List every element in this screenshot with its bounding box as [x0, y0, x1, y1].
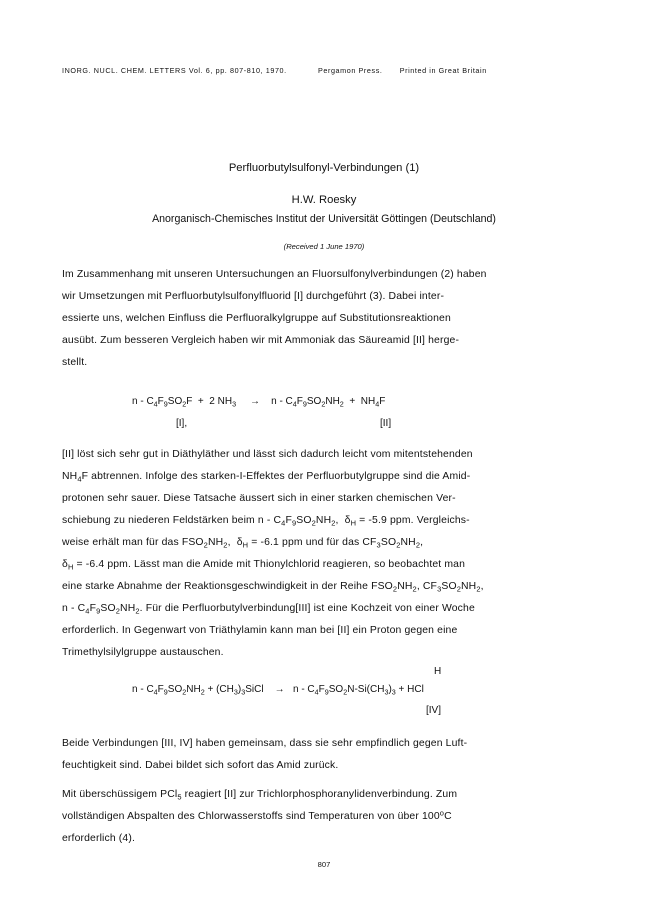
received-date: (Received 1 June 1970): [283, 242, 365, 251]
text-line: ausübt. Zum besseren Vergleich haben wir mit Ammoniak das Säureamid [II] herge-: [62, 335, 460, 346]
equation-2-h: H: [434, 666, 442, 677]
paper-title: Perfluorbutylsulfonyl-Verbindungen (1): [228, 162, 420, 174]
printed-in: Printed in Great Britain: [399, 66, 487, 75]
text-line: Im Zusammenhang mit unseren Untersuchungen an Fluorsulfonylverbindungen (2) haben: [62, 269, 487, 280]
equation-1-label-ii: [II]: [380, 418, 392, 429]
text-line: stellt.: [62, 357, 88, 368]
page-number: 807: [317, 860, 331, 869]
equation-1: $n - C_4F_9SO_2F + 2$ $NH_3$ → $n - C_4F_9SO_2NH_2 + NH_4F$: [132, 396, 386, 409]
text-line: vollständigen Abspalten des Chlorwasserstoffs sind Temperaturen von über 100$^o$C: [62, 808, 452, 822]
equation-2: n - $C_4F_9SO_2NH_2$ + $(CH_3)_3SiCl$ → n - $C_4F_9SO_2N-Si(CH_3)_3$ + HCl: [132, 684, 424, 697]
author-affiliation: Anorganisch-Chemisches Institut der Universität Göttingen (Deutschland): [152, 213, 496, 225]
journal-header: [62, 66, 607, 75]
paper-author: H.W. Roesky: [291, 194, 357, 206]
text-line: protonen sehr sauer. Diese Tatsache äussert sich in einer starken chemischen Ver-: [62, 493, 456, 504]
equation-2-label-iv: [IV]: [426, 705, 442, 716]
text-line: Beide Verbindungen [III, IV] haben gemeinsam, dass sie sehr empfindlich gegen Luft-: [62, 738, 468, 749]
paragraph-1: [62, 264, 592, 374]
paragraph-4: [62, 784, 592, 850]
text-line: $NH_4F$ abtrennen. Infolge des starken-I-Effektes der Perfluorbutylgruppe sind die Amid-: [62, 471, 471, 484]
text-line: $\delta_H = -6.4$ ppm. Lässt man die Amide mit Thionylchlorid reagieren, so beobachtet man: [62, 559, 466, 572]
text-line: schiebung zu niederen Feldstärken beim n - $C_4F_9SO_2NH_2$, $\delta_H = -5.9$ ppm. Vergleichs-: [62, 515, 470, 528]
text-line: n - $C_4F_9SO_2NH_2$. Für die Perfluorbutylverbindung[III] ist eine Kochzeit von einer Woche: [62, 603, 475, 616]
text-line: [II] löst sich sehr gut in Diäthyläther und lässt sich dadurch leicht vom mitentstehenden: [62, 449, 473, 460]
text-line: Mit überschüssigem PCl$_5$ reagiert [II] zur Trichlorphosphoranylidenverbindung. Zum: [62, 789, 458, 802]
equation-1-label-i: [I],: [176, 418, 188, 429]
text-line: weise erhält man für das $FSO_2NH_2$, $\delta_H = -6.1$ ppm und für das $CF_3SO_2NH_2$,: [62, 537, 424, 550]
publisher: Pergamon Press.: [317, 66, 383, 75]
text-line: Trimethylsilylgruppe austauschen.: [62, 647, 224, 658]
text-line: eine starke Abnahme der Reaktionsgeschwindigkeit in der Reihe $FSO_2NH_2$, $CF_3SO_2NH_2$,: [62, 581, 484, 594]
paragraph-2: [62, 444, 592, 664]
journal-citation: INORG. NUCL. CHEM. LETTERS Vol. 6, pp. 807-810, 1970.: [62, 66, 287, 75]
text-line: feuchtigkeit sind. Dabei bildet sich sofort das Amid zurück.: [62, 760, 339, 771]
text-line: erforderlich (4).: [62, 833, 135, 844]
paragraph-3: [62, 733, 592, 777]
text-line: erforderlich. In Gegenwart von Triäthylamin kann man bei [II] ein Proton gegen eine: [62, 625, 458, 636]
text-line: essierte uns, welchen Einfluss die Perfluoralkylgruppe auf Substitutionsreaktionen: [62, 313, 451, 324]
text-line: wir Umsetzungen mit Perfluorbutylsulfonylfluorid [I] durchgeführt (3). Dabei inter-: [62, 291, 445, 302]
